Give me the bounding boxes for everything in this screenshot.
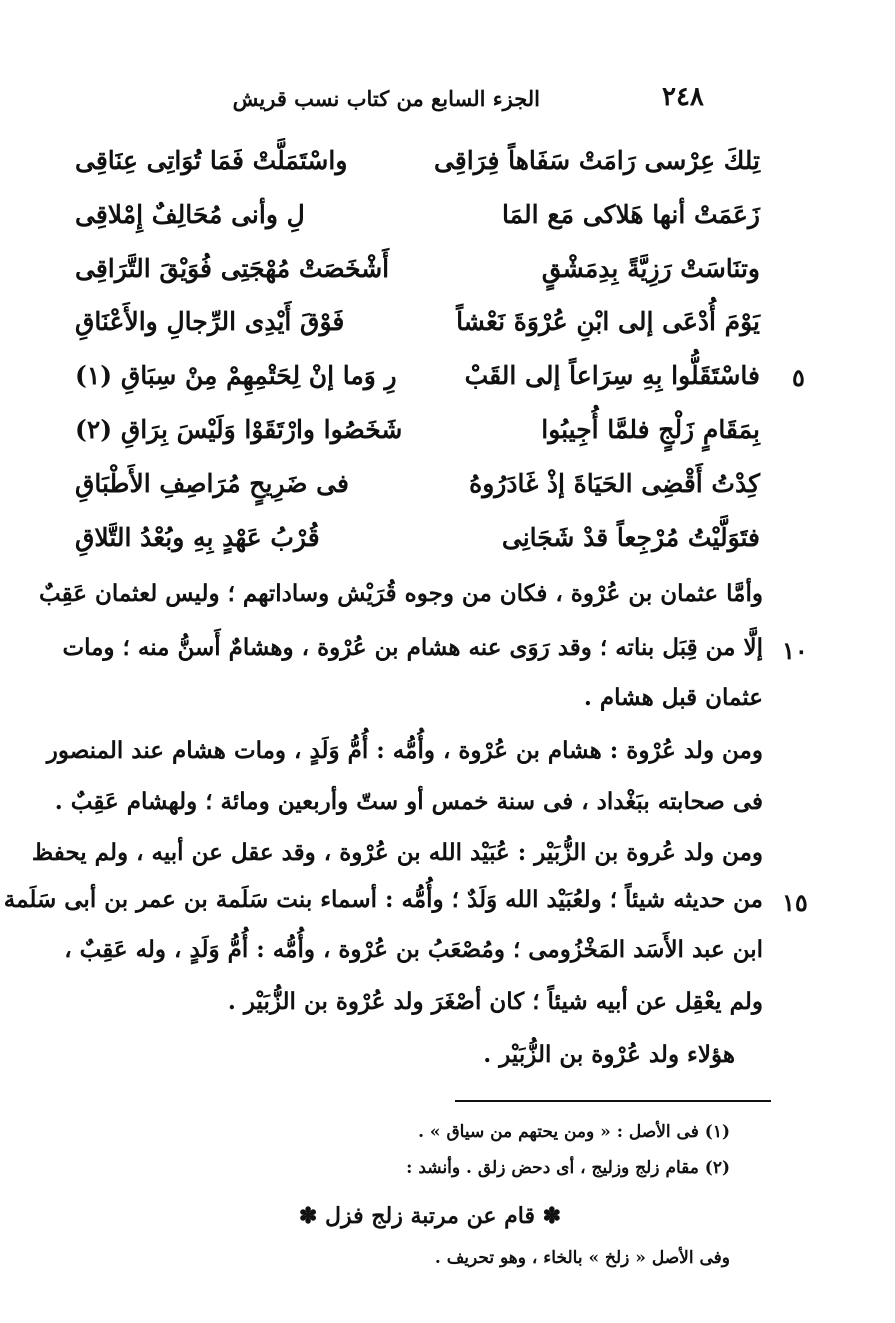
verse-5-first-hemistich: فاسْتَقَلُّوا بِهِ سِرَاعاً إلى القَبْ [464, 361, 760, 390]
footnote-2-continuation: وفى الأصل « زلخ » بالخاء ، وهو تحريف . [434, 1248, 730, 1268]
line-number-15: ١٥ [782, 888, 808, 917]
verse-8-second-hemistich: قُرْبُ عَهْدٍ بِهِ وبُعْدُ التَّلاقِ [75, 523, 320, 552]
paragraph-1-line-3: عثمان قبل هشام . [583, 684, 763, 711]
paragraph-2-line-1: ومن ولد عُرْوة : هشام بن عُرْوة ، وأُمُّه : أُمُّ وَلَدٍ ، ومات هشام عند المنصور [46, 737, 763, 764]
verse-7-second-hemistich: فى ضَرِيحٍ مُرَاصِفِ الأَطْبَاقِ [75, 469, 349, 498]
verse-4-second-hemistich: فَوْقَ أَيْدِى الرِّجالِ والأَعْنَاقِ [75, 307, 345, 336]
paragraph-1-line-1: وأمَّا عثمان بن عُرْوة ، فكان من وجوه قُرَيْش وساداتهم ؛ وليس لعثمان عَقِبٌ [39, 580, 763, 607]
line-number-5: ٥ [792, 363, 805, 392]
running-header-title: الجزء السابع من كتاب نسب قريش [232, 86, 540, 111]
footnote-2: (٢) مقام زلج وزليج ، أى دحض زلق . وأنشد : [406, 1158, 730, 1178]
verse-2-second-hemistich: لِ وأنى مُحَالِفٌ إِمْلاقِى [75, 200, 305, 229]
verse-1-first-hemistich: تِلكَ عِرْسى رَامَتْ سَفَاهاً فِرَاقِى [433, 146, 760, 175]
verse-8-first-hemistich: فتَوَلَّيْتُ مُرْجِعاً قدْ شَجَانِى [501, 523, 760, 552]
verse-1-second-hemistich: واسْتَمَلَّتْ فَمَا تُوَاتِى عِنَاقِى [75, 146, 348, 175]
paragraph-3-line-3: ابن عبد الأَسَد المَخْزُومى ؛ ومُصْعَبُ بن عُرْوة ، وأُمُّه : أُمُّ وَلَدٍ ، وله عَقِبٌ ، [64, 936, 763, 963]
closing-line: هؤلاء ولد عُرْوة بن الزُّبَيْر . [483, 1041, 735, 1068]
verse-6-second-hemistich: شَخَصُوا وارْتَقَوْا وَلَيْسَ بِرَاقِ (٢) [75, 415, 403, 444]
page-number: ٢٤٨ [662, 82, 704, 112]
verse-3-second-hemistich: أَشْخَصَتْ مُهْجَتِى فُوَيْقَ التَّرَاقِى [75, 254, 390, 283]
paragraph-2-line-2: فى صحابته ببَغْداد ، فى سنة خمس أو ستّ وأربعين ومائة ؛ ولهشام عَقِبٌ . [54, 788, 763, 815]
paragraph-1-line-2: إلَّا من قِبَل بناته ؛ وقد رَوَى عنه هشام بن عُرْوة ، وهشامٌ أَسنُّ منه ؛ ومات [62, 634, 763, 661]
verse-4-first-hemistich: يَوْمَ أُدْعَى إلى ابْنِ عُرْوَةَ نَعْشاً [456, 307, 760, 336]
paragraph-3-line-2: من حديثه شيئاً ؛ ولعُبَيْد الله وَلَدٌ ؛ وأُمُّه : أسماء بنت سَلَمة بن عمر بن أبى سَلَمة [3, 886, 763, 913]
verse-5-second-hemistich: رِ وَما إنْ لِحَتْمِهِمْ مِنْ سِبَاقِ (١) [75, 361, 397, 390]
paragraph-3-line-4: ولم يعْقِل عن أبيه شيئاً ؛ كان أصْغَرَ ولد عُرْوة بن الزُّبَيْر . [227, 988, 763, 1015]
line-number-10: ١٠ [782, 636, 808, 665]
footnote-1: (١) فى الأصل : « ومن يحتهم من سياق » . [418, 1122, 730, 1142]
footnote-quoted-verse: ✽ قام عن مرتبة زلج فزل ✽ [298, 1203, 562, 1229]
verse-3-first-hemistich: وتنَاسَتْ رَزِيَّةً بِدِمَشْقٍ [541, 254, 760, 283]
footnote-separator [455, 1100, 771, 1102]
verse-6-first-hemistich: بِمَقَامٍ زَلْجٍ فلمَّا أُجِيبُوا [541, 415, 760, 444]
paragraph-3-line-1: ومن ولد عُروة بن الزُّبَيْر : عُبَيْد الله بن عُرْوة ، وقد عقل عن أبيه ، ولم يحفظ [31, 839, 763, 866]
verse-2-first-hemistich: زَعَمَتْ أنها هَلاكى مَع المَا [501, 200, 760, 229]
verse-7-first-hemistich: كِدْتُ أَقْضِى الحَيَاةَ إذْ غَادَرُوهُ [469, 469, 760, 498]
